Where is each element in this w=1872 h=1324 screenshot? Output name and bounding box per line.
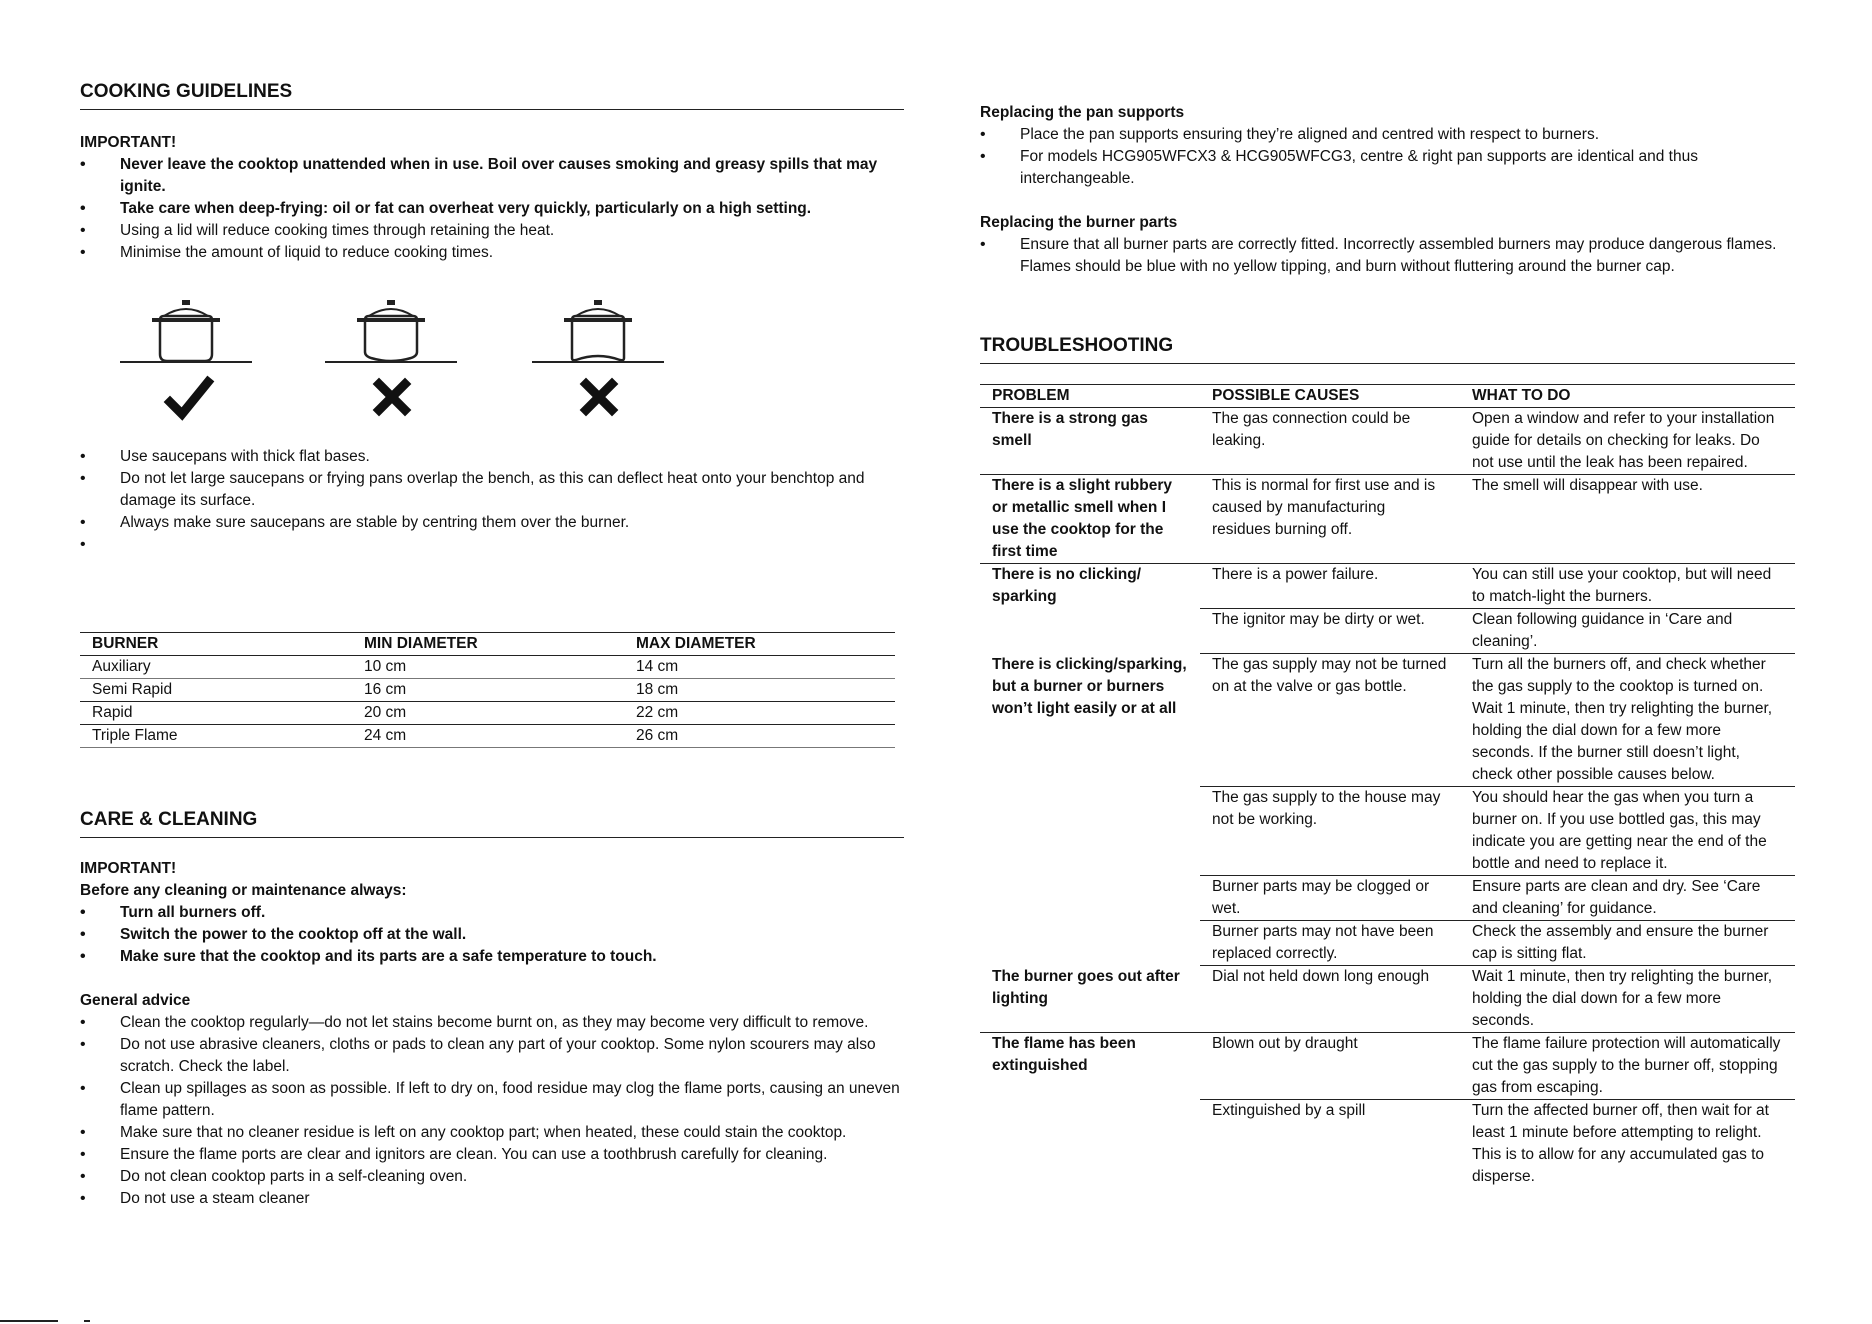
table-row [980, 966, 1795, 1033]
column-header: MAX DIAMETER [624, 633, 895, 656]
todo-cell: You can still use your cooktop, but will need to match-light the burners. [1460, 564, 1795, 609]
table-header-row [80, 633, 895, 656]
todo-cell: The smell will disappear with use. [1460, 475, 1795, 564]
todo-cell: Turn the affected burner off, then wait for at least 1 minute before attempting to relight. This is to allow for any accumulated gas to disperse. [1472, 1102, 1769, 1185]
troubleshooting-title: TROUBLESHOOTING [980, 334, 1795, 364]
care-important-block [80, 858, 904, 968]
page-footer-rule [0, 1320, 58, 1322]
care-before-label: Before any cleaning or maintenance always: [80, 882, 407, 899]
table-row [80, 656, 895, 679]
table-cell: 24 cm [352, 725, 624, 748]
cause-cell: The ignitor may be dirty or wet. [1200, 609, 1460, 654]
pan-supports-list [980, 124, 1795, 190]
column-header: BURNER [80, 633, 352, 656]
general-advice-list [80, 1012, 904, 1210]
cause-cell: Dial not held down long enough [1200, 966, 1460, 1033]
table-row [80, 725, 895, 748]
list-item: • Minimise the amount of liquid to reduce cooking times. [80, 242, 904, 264]
problem-cell: The flame has been extinguished [992, 1035, 1136, 1074]
table-row [80, 702, 895, 725]
troubleshooting-table [980, 384, 1795, 1188]
list-item: • Do not clean cooktop parts in a self-cleaning oven. [80, 1166, 904, 1188]
problem-cell: There is clicking/sparking, but a burner or burners won’t light easily or at all [992, 655, 1187, 717]
page-number-mark [84, 1320, 90, 1322]
pan-too-small-illustration [325, 292, 465, 422]
todo-cell: Turn all the burners off, and check whether the gas supply to the cooktop is turned on. Wait 1 minute, then try relighting the burner, holding the dial down for a few more seconds. If the burner still doesn’t light, check other possible causes below. [1460, 654, 1795, 787]
pan-supports-block [980, 102, 1795, 190]
pan-warped-base-illustration [532, 292, 672, 422]
table-cell: 26 cm [624, 725, 895, 748]
cause-cell: This is normal for first use and is caused by manufacturing residues burning off. [1200, 475, 1460, 564]
table-cell: 16 cm [352, 679, 624, 702]
care-important-label: IMPORTANT! [80, 860, 177, 877]
problem-cell: There is a strong gas smell [980, 408, 1200, 475]
table-row [980, 1033, 1795, 1100]
list-item: • Do not let large saucepans or frying pans overlap the bench, as this can deflect heat onto your benchtop and damage its surface. [80, 468, 904, 512]
todo-cell: Clean following guidance in ‘Care and cleaning’. [1460, 609, 1795, 654]
cause-cell: The gas connection could be leaking. [1200, 408, 1460, 475]
column-header: WHAT TO DO [1460, 385, 1795, 408]
todo-cell: You should hear the gas when you turn a burner on. If you use bottled gas, this may indicate you are getting near the end of the bottle and need to replace it. [1460, 787, 1795, 876]
pan-supports-title: Replacing the pan supports [980, 104, 1185, 121]
cause-cell: Blown out by draught [1200, 1033, 1460, 1100]
general-advice-title: General advice [80, 992, 191, 1009]
list-item: • Never leave the cooktop unattended when in use. Boil over causes smoking and greasy spills that may ignite. [80, 154, 904, 198]
table-cell: Rapid [80, 702, 352, 725]
cause-cell: The gas supply to the house may not be working. [1200, 787, 1460, 876]
list-item: • Do not use abrasive cleaners, cloths or pads to clean any part of your cooktop. Some nylon scourers may also scratch. Check the label. [80, 1034, 904, 1078]
cause-cell: Burner parts may not have been replaced correctly. [1200, 921, 1460, 966]
column-header: POSSIBLE CAUSES [1200, 385, 1460, 408]
column-header: MIN DIAMETER [352, 633, 624, 656]
list-item: • Turn all burners off. [80, 902, 904, 924]
list-item: • Make sure that the cooktop and its parts are a safe temperature to touch. [80, 946, 904, 968]
table-row [980, 408, 1795, 475]
cause-cell: Burner parts may be clogged or wet. [1200, 876, 1460, 921]
list-item: • Do not use a steam cleaner [80, 1188, 904, 1210]
general-advice-block [80, 990, 904, 1210]
care-safety-list [80, 902, 904, 968]
todo-cell: Ensure parts are clean and dry. See ‘Care and cleaning’ for guidance. [1460, 876, 1795, 921]
problem-cell: There is no clicking/ sparking [992, 566, 1142, 605]
list-item: • Clean the cooktop regularly—do not let stains become burnt on, as they may become very difficult to remove. [80, 1012, 904, 1034]
table-cell: 18 cm [624, 679, 895, 702]
saucepan-advice-block [80, 446, 904, 556]
list-item: • Make sure that no cleaner residue is left on any cooktop part; when heated, these could stain the cooktop. [80, 1122, 904, 1144]
pot-too-small-icon [325, 292, 465, 422]
burner-parts-block [980, 212, 1795, 278]
burner-diameter-table [80, 632, 895, 748]
list-item: • Place the pan supports ensuring they’re aligned and centred with respect to burners. [980, 124, 1795, 146]
table-cell: 10 cm [352, 656, 624, 679]
table-cell: Triple Flame [80, 725, 352, 748]
column-header: PROBLEM [980, 385, 1200, 408]
table-cell: Auxiliary [80, 656, 352, 679]
cooking-warnings-list [80, 154, 904, 264]
table-row [980, 564, 1795, 609]
list-item: • Use saucepans with thick flat bases. [80, 446, 904, 468]
list-item: • Using a lid will reduce cooking times through retaining the heat. [80, 220, 904, 242]
table-header-row [980, 385, 1795, 408]
list-item: • Always make sure saucepans are stable by centring them over the burner. [80, 512, 904, 534]
cause-cell: Extinguished by a spill [1212, 1102, 1366, 1119]
table-cell: 20 cm [352, 702, 624, 725]
pan-correct-illustration [120, 292, 260, 422]
list-item [80, 534, 904, 556]
problem-cell: The burner goes out after lighting [980, 966, 1200, 1033]
cooking-guidelines-title: COOKING GUIDELINES [80, 80, 904, 110]
table-row [80, 679, 895, 702]
pot-warped-base-icon [532, 292, 672, 422]
todo-cell: Wait 1 minute, then try relighting the burner, holding the dial down for a few more seconds. [1460, 966, 1795, 1033]
list-item: • Ensure that all burner parts are correctly fitted. Incorrectly assembled burners may produce dangerous flames. Flames should be blue with no yellow tipping, and burn without fluttering around the burner cap. [980, 234, 1795, 278]
table-cell: 22 cm [624, 702, 895, 725]
table-cell: 14 cm [624, 656, 895, 679]
list-item: • For models HCG905WFCX3 & HCG905WFCG3, centre & right pan supports are identical and thus interchangeable. [980, 146, 1795, 190]
care-cleaning-title: CARE & CLEANING [80, 808, 904, 838]
cause-cell: The gas supply may not be turned on at the valve or gas bottle. [1200, 654, 1460, 787]
problem-cell: There is a slight rubbery or metallic smell when I use the cooktop for the first time [980, 475, 1200, 564]
todo-cell: Open a window and refer to your installation guide for details on checking for leaks. Do not use until the leak has been repaired. [1460, 408, 1795, 475]
todo-cell: Check the assembly and ensure the burner cap is sitting flat. [1460, 921, 1795, 966]
list-item: • Clean up spillages as soon as possible. If left to dry on, food residue may clog the flame ports, causing an uneven flame pattern. [80, 1078, 904, 1122]
list-item: • Ensure the flame ports are clear and ignitors are clean. You can use a toothbrush carefully for cleaning. [80, 1144, 904, 1166]
burner-parts-list [980, 234, 1795, 278]
todo-cell: The flame failure protection will automatically cut the gas supply to the burner off, stopping gas from escaping. [1460, 1033, 1795, 1100]
table-row [980, 654, 1795, 787]
cause-cell: There is a power failure. [1200, 564, 1460, 609]
list-item: • Take care when deep-frying: oil or fat can overheat very quickly, particularly on a high setting. [80, 198, 904, 220]
cooking-important-block [80, 132, 904, 264]
burner-parts-title: Replacing the burner parts [980, 214, 1178, 231]
cooking-important-label: IMPORTANT! [80, 134, 177, 151]
list-item: • Switch the power to the cooktop off at the wall. [80, 924, 904, 946]
table-cell: Semi Rapid [80, 679, 352, 702]
pot-correct-icon [120, 292, 260, 422]
pan-illustrations [120, 292, 680, 422]
saucepan-advice-list [80, 446, 904, 556]
table-row [980, 475, 1795, 564]
